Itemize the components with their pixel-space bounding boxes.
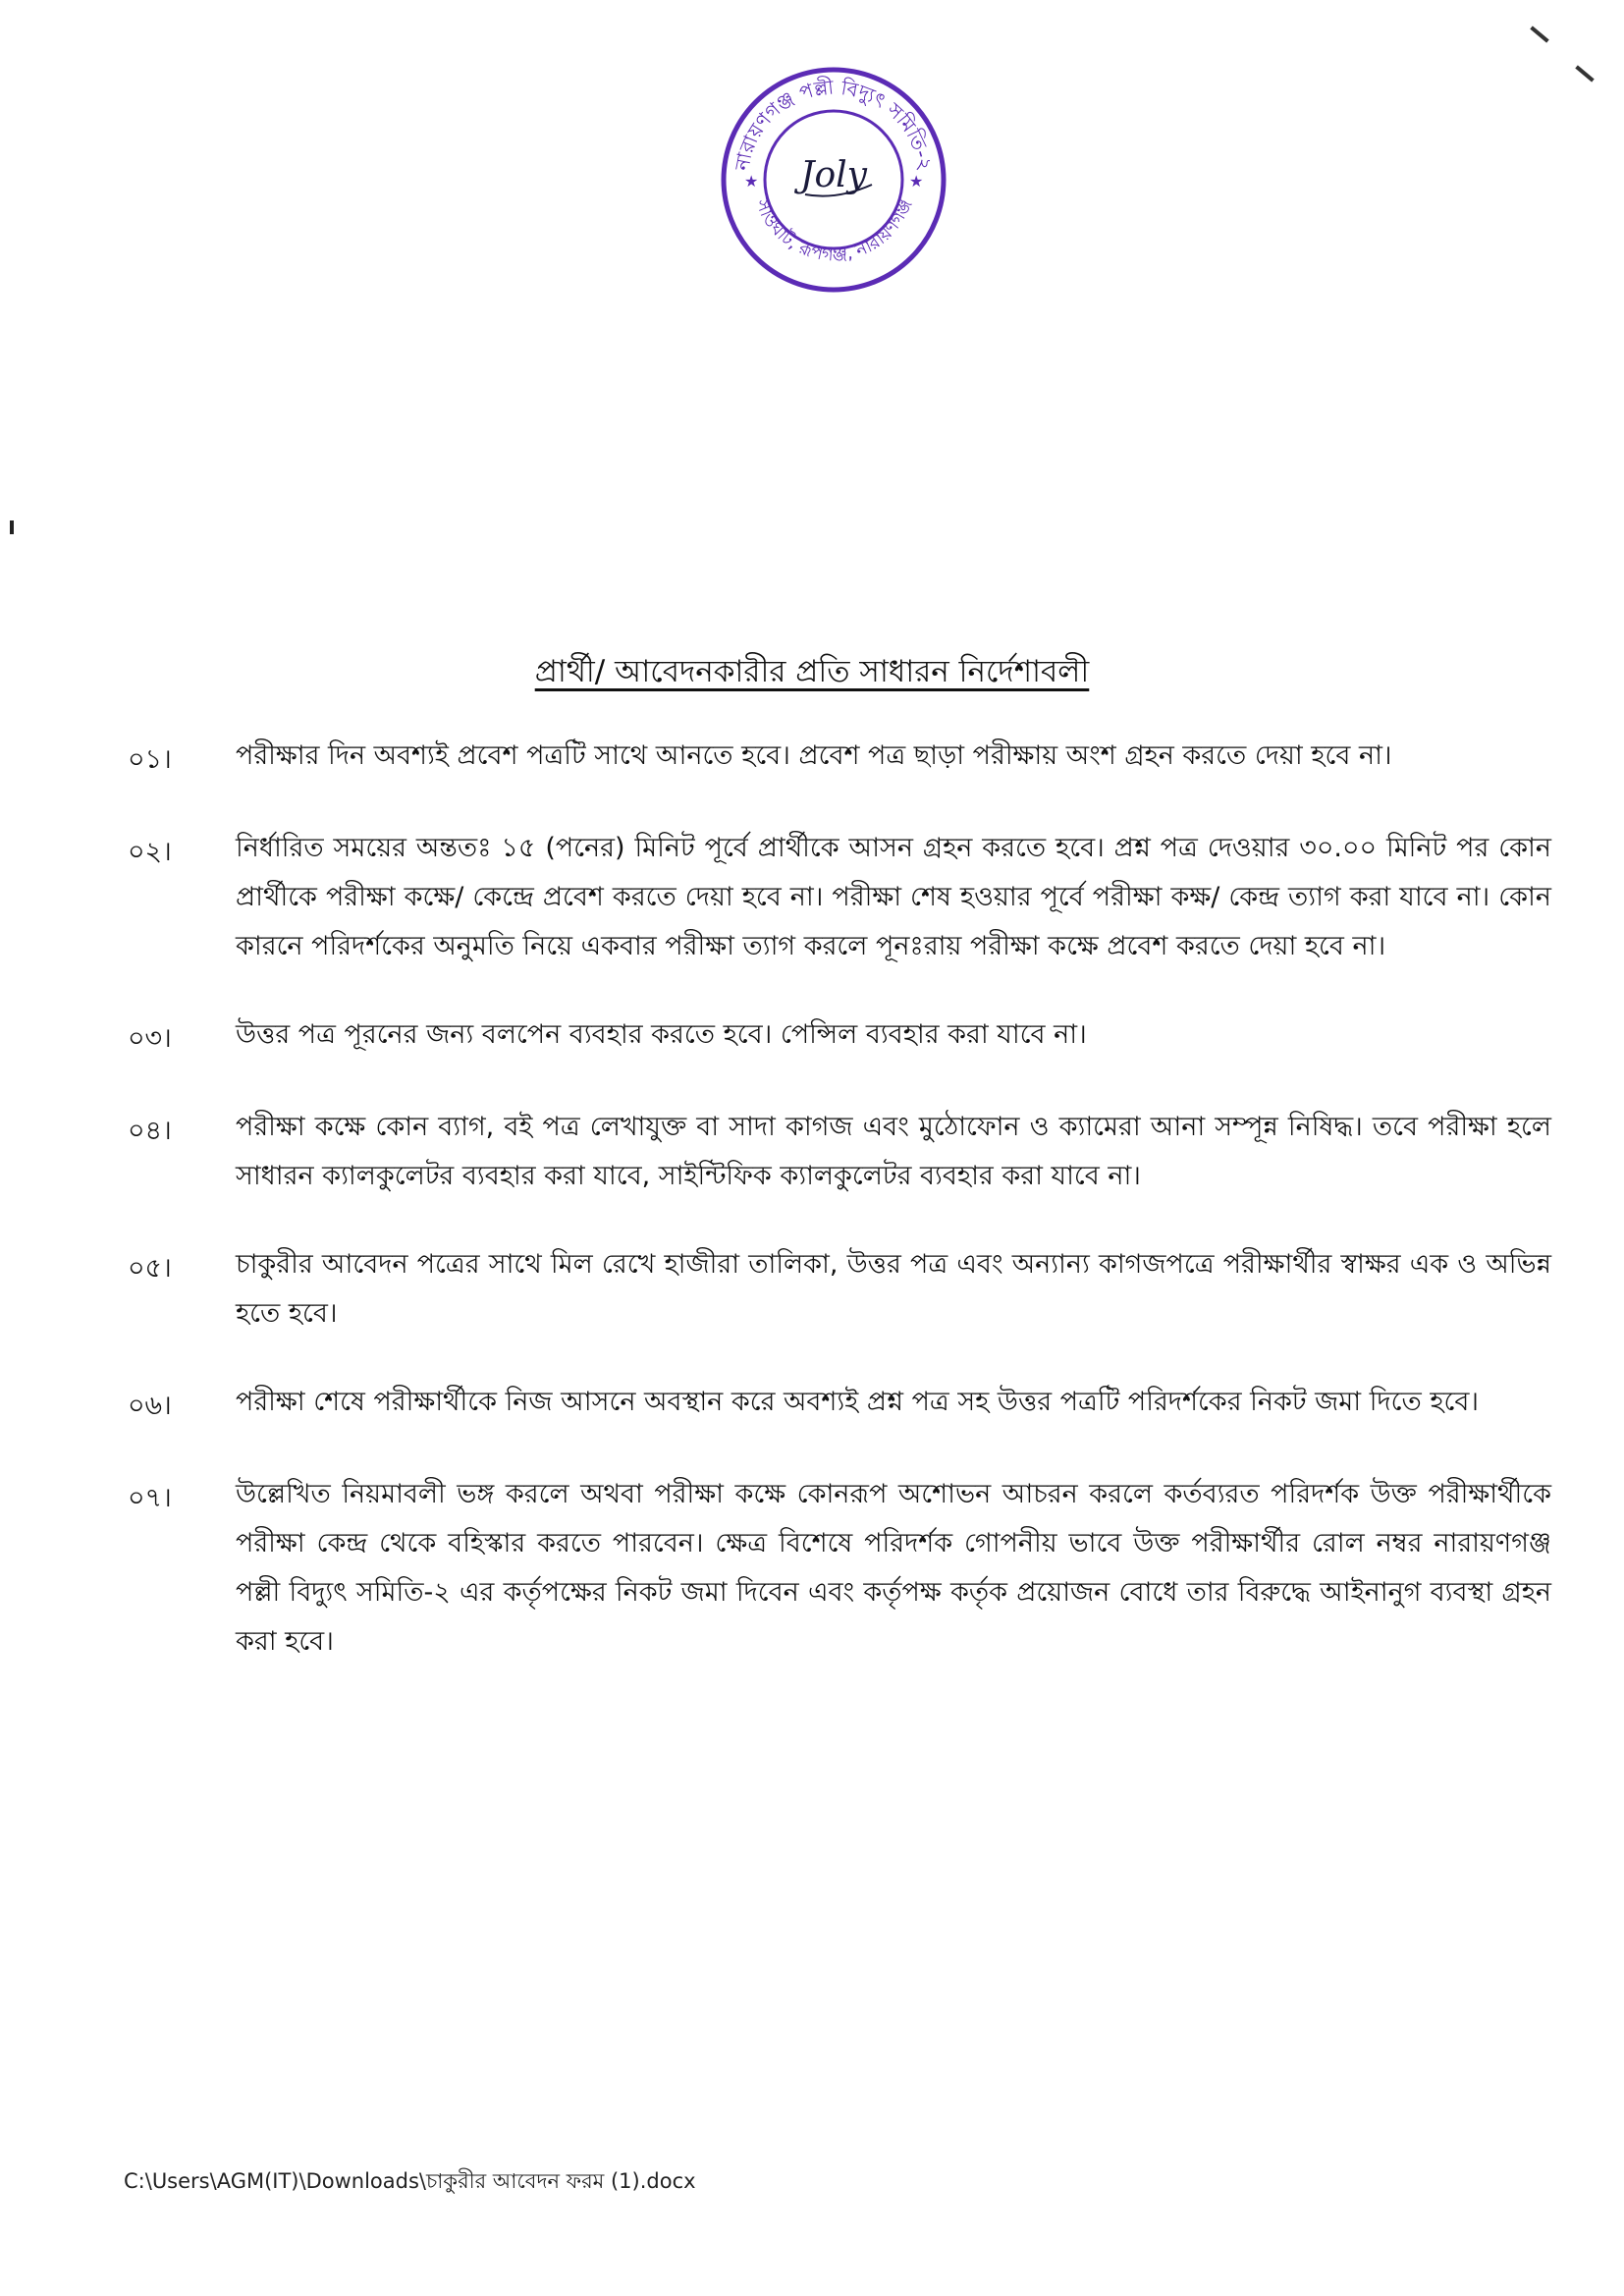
list-item [128,1378,1551,1431]
item-number: ০৬। [128,1391,172,1421]
item-text: উল্লেখিত নিয়মাবলী ভঙ্গ করলে অথবা পরীক্ষা কক্ষে কোনরূপ অশোভন আচরন করলে কর্তব্যরত পরিদর্শক উক্ত পরীক্ষার্থীকে পরীক্ষা কেন্দ্র থেকে বহিস্কার করতে পারবেন। ক্ষেত্র বিশেষে পরিদর্শক গোপনীয় ভাবে উক্ত পরীক্ষার্থীর রোল নম্বর নারায়ণগঞ্জ পল্লী বিদ্যুৎ সমিতি-২ এর কর্তৃপক্ষের নিকট জমা দিবেন এবং কর্তৃপক্ষ কর্তৃক প্রয়োজন বোধে তার বিরুদ্ধে আইনানুগ ব্যবস্থা গ্রহন করা হবে। [236,1479,1551,1657]
list-item [128,1470,1551,1667]
document-title [0,648,1624,699]
item-text: পরীক্ষা শেষে পরীক্ষার্থীকে নিজ আসনে অবস্থান করে অবশ্যই প্রশ্ন পত্র সহ উত্তর পত্রটি পরিদর্শকের নিকট জমা দিতে হবে। [236,1387,1480,1417]
seal-star-icon: ★ [744,172,759,191]
item-number: ০৩। [128,1023,172,1054]
title-text: প্রার্থী/ আবেদনকারীর প্রতি সাধারন নির্দেশাবলী [534,654,1090,689]
seal-star-icon: ★ [909,172,924,191]
item-number: ০৫। [128,1253,172,1284]
list-item [128,824,1551,971]
list-item [128,1240,1551,1339]
item-number: ০৭। [128,1483,172,1513]
item-number: ০৪। [128,1116,172,1146]
list-item [128,732,1551,785]
item-number: ০১। [128,744,172,775]
file-path-footer: C:\Users\AGM(IT)\Downloads\চাকুরীর আবেদন ফরম (1).docx [124,2169,696,2193]
scan-margin-mark [10,520,14,534]
scan-mark [1575,65,1594,82]
list-item [128,1103,1551,1201]
seal-text-top: নারায়ণগঞ্জ পল্লী বিদ্যুৎ সমিতি-২ [730,75,938,173]
signature: Joly [800,155,867,195]
list-item [128,1011,1551,1064]
seal-graphic [719,65,948,295]
official-seal [719,65,948,295]
item-text: পরীক্ষা কক্ষে কোন ব্যাগ, বই পত্র লেখাযুক্ত বা সাদা কাগজ এবং মুঠোফোন ও ক্যামেরা আনা সম্পূন্ন নিষিদ্ধ। তবে পরীক্ষা হলে সাধারন ক্যালকুলেটর ব্যবহার করা যাবে, সাইন্টিফিক ক্যালকুলেটর ব্যবহার করা যাবে না। [236,1112,1551,1191]
item-text: চাকুরীর আবেদন পত্রের সাথে মিল রেখে হাজীরা তালিকা, উত্তর পত্র এবং অন্যান্য কাগজপত্রে পরীক্ষার্থীর স্বাক্ষর এক ও অভিন্ন হতে হবে। [236,1249,1551,1329]
item-text: পরীক্ষার দিন অবশ্যই প্রবেশ পত্রটি সাথে আনতে হবে। প্রবেশ পত্র ছাড়া পরীক্ষায় অংশ গ্রহন করতে দেয়া হবে না। [236,740,1392,771]
seal-text-bottom: সাওঘাট, রূপগঞ্জ, নারায়ণগঞ্জ [751,195,916,266]
instructions-list [128,732,1551,1706]
item-text: উত্তর পত্র পূরনের জন্য বলপেন ব্যবহার করতে হবে। পেন্সিল ব্যবহার করা যাবে না। [236,1019,1087,1050]
scan-mark [1530,26,1548,42]
item-text: নির্ধারিত সময়ের অন্ততঃ ১৫ (পনের) মিনিট পূর্বে প্রার্থীকে আসন গ্রহন করতে হবে। প্রশ্ন পত্র দেওয়ার ৩০.০০ মিনিট পর কোন প্রার্থীকে পরীক্ষা কক্ষে/ কেন্দ্রে প্রবেশ করতে দেয়া হবে না। পরীক্ষা শেষ হওয়ার পূর্বে পরীক্ষা কক্ষ/ কেন্দ্র ত্যাগ করা যাবে না। কোন কারনে পরিদর্শকের অনুমতি নিয়ে একবার পরীক্ষা ত্যাগ করলে পূনঃরায় পরীক্ষা কক্ষে প্রবেশ করতে দেয়া হবে না। [236,833,1551,961]
item-number: ০২। [128,837,172,867]
